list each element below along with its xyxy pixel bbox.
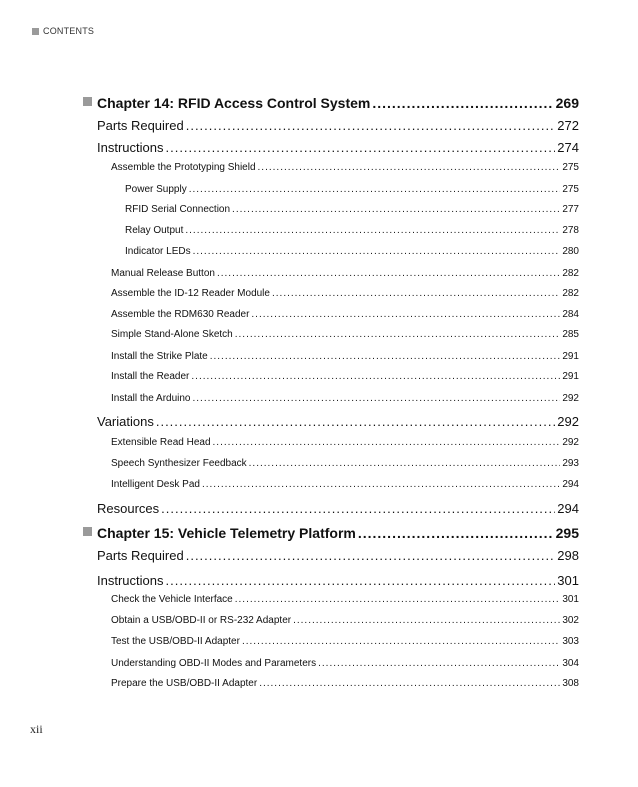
toc-entry[interactable] <box>111 162 579 173</box>
dot-leader <box>251 309 560 320</box>
toc-entry-page: 274 <box>557 140 579 155</box>
toc-entry-page: 280 <box>562 246 579 257</box>
toc-entry[interactable] <box>125 184 579 195</box>
toc-entry-title: RFID Serial Connection <box>125 204 231 215</box>
toc-entry-page: 303 <box>562 636 579 647</box>
square-bullet-icon <box>32 28 39 35</box>
toc-entry[interactable] <box>97 118 579 133</box>
toc-entry-title: Prepare the USB/OBD-II Adapter <box>111 678 258 689</box>
dot-leader <box>318 658 560 669</box>
dot-leader <box>235 329 561 340</box>
toc-entry-title: Test the USB/OBD-II Adapter <box>111 636 240 647</box>
toc-entry[interactable] <box>97 548 579 563</box>
toc-entry[interactable] <box>111 437 579 448</box>
toc-entry[interactable] <box>97 573 579 588</box>
toc-entry[interactable] <box>125 246 579 257</box>
toc-entry-page: 294 <box>557 501 579 516</box>
toc-entry-title: Instructions <box>97 140 164 155</box>
dot-leader <box>358 525 554 541</box>
toc-entry-page: 292 <box>562 437 579 448</box>
toc-entry-page: 291 <box>562 371 579 382</box>
toc-entry-title: Assemble the ID-12 Reader Module <box>111 288 270 299</box>
dot-leader <box>258 162 561 173</box>
dot-leader <box>293 615 560 626</box>
toc-entry-title: Indicator LEDs <box>125 246 191 257</box>
dot-leader <box>161 501 555 516</box>
toc-entry[interactable] <box>111 479 579 490</box>
dot-leader <box>249 458 561 469</box>
toc-entry-page: 292 <box>557 414 579 429</box>
toc-entry-title: Assemble the Prototyping Shield <box>111 162 256 173</box>
toc-entry-title: Obtain a USB/OBD-II or RS-232 Adapter <box>111 615 292 626</box>
toc-entry-page: 294 <box>562 479 579 490</box>
toc-entry-page: 282 <box>562 268 579 279</box>
toc-entry-page: 272 <box>557 118 579 133</box>
dot-leader <box>217 268 560 279</box>
toc-entry[interactable] <box>111 636 579 647</box>
toc-entry[interactable] <box>97 414 579 429</box>
dot-leader <box>235 594 561 605</box>
toc-entry[interactable] <box>111 658 579 669</box>
running-header <box>32 26 94 36</box>
toc-entry-page: 302 <box>562 615 579 626</box>
toc-entry-title: Parts Required <box>97 118 184 133</box>
toc-entry[interactable] <box>97 140 579 155</box>
toc-entry-page: 278 <box>562 225 579 236</box>
toc-entry[interactable] <box>97 501 579 516</box>
toc-entry[interactable] <box>125 204 579 215</box>
running-header-label: CONTENTS <box>43 26 95 36</box>
toc-entry[interactable] <box>125 225 579 236</box>
toc-entry-page: 284 <box>562 309 579 320</box>
dot-leader <box>272 288 560 299</box>
dot-leader <box>193 393 561 404</box>
toc-entry[interactable] <box>111 393 579 404</box>
toc-entry-title: Relay Output <box>125 225 184 236</box>
toc-entry[interactable] <box>111 288 579 299</box>
toc-entry-title: Power Supply <box>125 184 187 195</box>
dot-leader <box>156 414 555 429</box>
toc-entry-title: Check the Vehicle Interface <box>111 594 233 605</box>
toc-entry-page: 282 <box>562 288 579 299</box>
toc-entry-title: Extensible Read Head <box>111 437 211 448</box>
toc-entry-page: 301 <box>562 594 579 605</box>
dot-leader <box>210 351 561 362</box>
dot-leader <box>372 95 553 111</box>
toc-entry-page: 298 <box>557 548 579 563</box>
toc-entry[interactable] <box>111 329 579 340</box>
toc-entry-page: 308 <box>562 678 579 689</box>
toc-entry-title: Instructions <box>97 573 164 588</box>
toc-entry-title: Assemble the RDM630 Reader <box>111 309 250 320</box>
toc-entry-title: Simple Stand-Alone Sketch <box>111 329 233 340</box>
toc-entry-page: 304 <box>562 658 579 669</box>
toc-entry-title: Variations <box>97 414 154 429</box>
toc-entry-title: Install the Reader <box>111 371 190 382</box>
chapter-bullet-icon <box>83 97 92 106</box>
dot-leader <box>185 225 560 236</box>
toc-entry-page: 292 <box>562 393 579 404</box>
toc-entry-page: 285 <box>562 329 579 340</box>
dot-leader <box>193 246 561 257</box>
dot-leader <box>189 184 561 195</box>
toc-entry-title: Intelligent Desk Pad <box>111 479 200 490</box>
toc-entry[interactable] <box>111 268 579 279</box>
toc-entry-page: 295 <box>555 525 579 541</box>
dot-leader <box>232 204 560 215</box>
toc-entry-title: Speech Synthesizer Feedback <box>111 458 247 469</box>
toc-entry[interactable] <box>111 594 579 605</box>
toc-entry-title: Resources <box>97 501 160 516</box>
toc-entry-page: 275 <box>562 162 579 173</box>
toc-entry-page: 293 <box>562 458 579 469</box>
toc-entry-page: 277 <box>562 204 579 215</box>
toc-entry-page: 301 <box>557 573 579 588</box>
dot-leader <box>165 140 555 155</box>
toc-chapter-entry[interactable] <box>97 525 579 541</box>
toc-entry[interactable] <box>111 371 579 382</box>
toc-chapter-entry[interactable] <box>97 95 579 111</box>
toc-entry[interactable] <box>111 351 579 362</box>
toc-entry-page: 275 <box>562 184 579 195</box>
toc-entry-title: Chapter 15: Vehicle Telemetry Platform <box>97 525 356 541</box>
toc-entry-title: Manual Release Button <box>111 268 215 279</box>
dot-leader <box>242 636 560 647</box>
dot-leader <box>186 548 556 563</box>
page-number: xii <box>30 722 43 736</box>
toc-entry-title: Parts Required <box>97 548 184 563</box>
toc-entry[interactable] <box>111 615 579 626</box>
toc-entry[interactable] <box>111 309 579 320</box>
dot-leader <box>259 678 560 689</box>
toc-entry[interactable] <box>111 458 579 469</box>
dot-leader <box>191 371 560 382</box>
toc-entry-title: Install the Arduino <box>111 393 191 404</box>
dot-leader <box>213 437 561 448</box>
dot-leader <box>202 479 560 490</box>
toc-entry-page: 269 <box>555 95 579 111</box>
toc-entry-title: Install the Strike Plate <box>111 351 208 362</box>
dot-leader <box>186 118 556 133</box>
toc-entry-title: Understanding OBD-II Modes and Parameters <box>111 658 317 669</box>
toc-entry-title: Chapter 14: RFID Access Control System <box>97 95 371 111</box>
chapter-bullet-icon <box>83 527 92 536</box>
toc-entry[interactable] <box>111 678 579 689</box>
dot-leader <box>165 573 555 588</box>
toc-entry-page: 291 <box>562 351 579 362</box>
